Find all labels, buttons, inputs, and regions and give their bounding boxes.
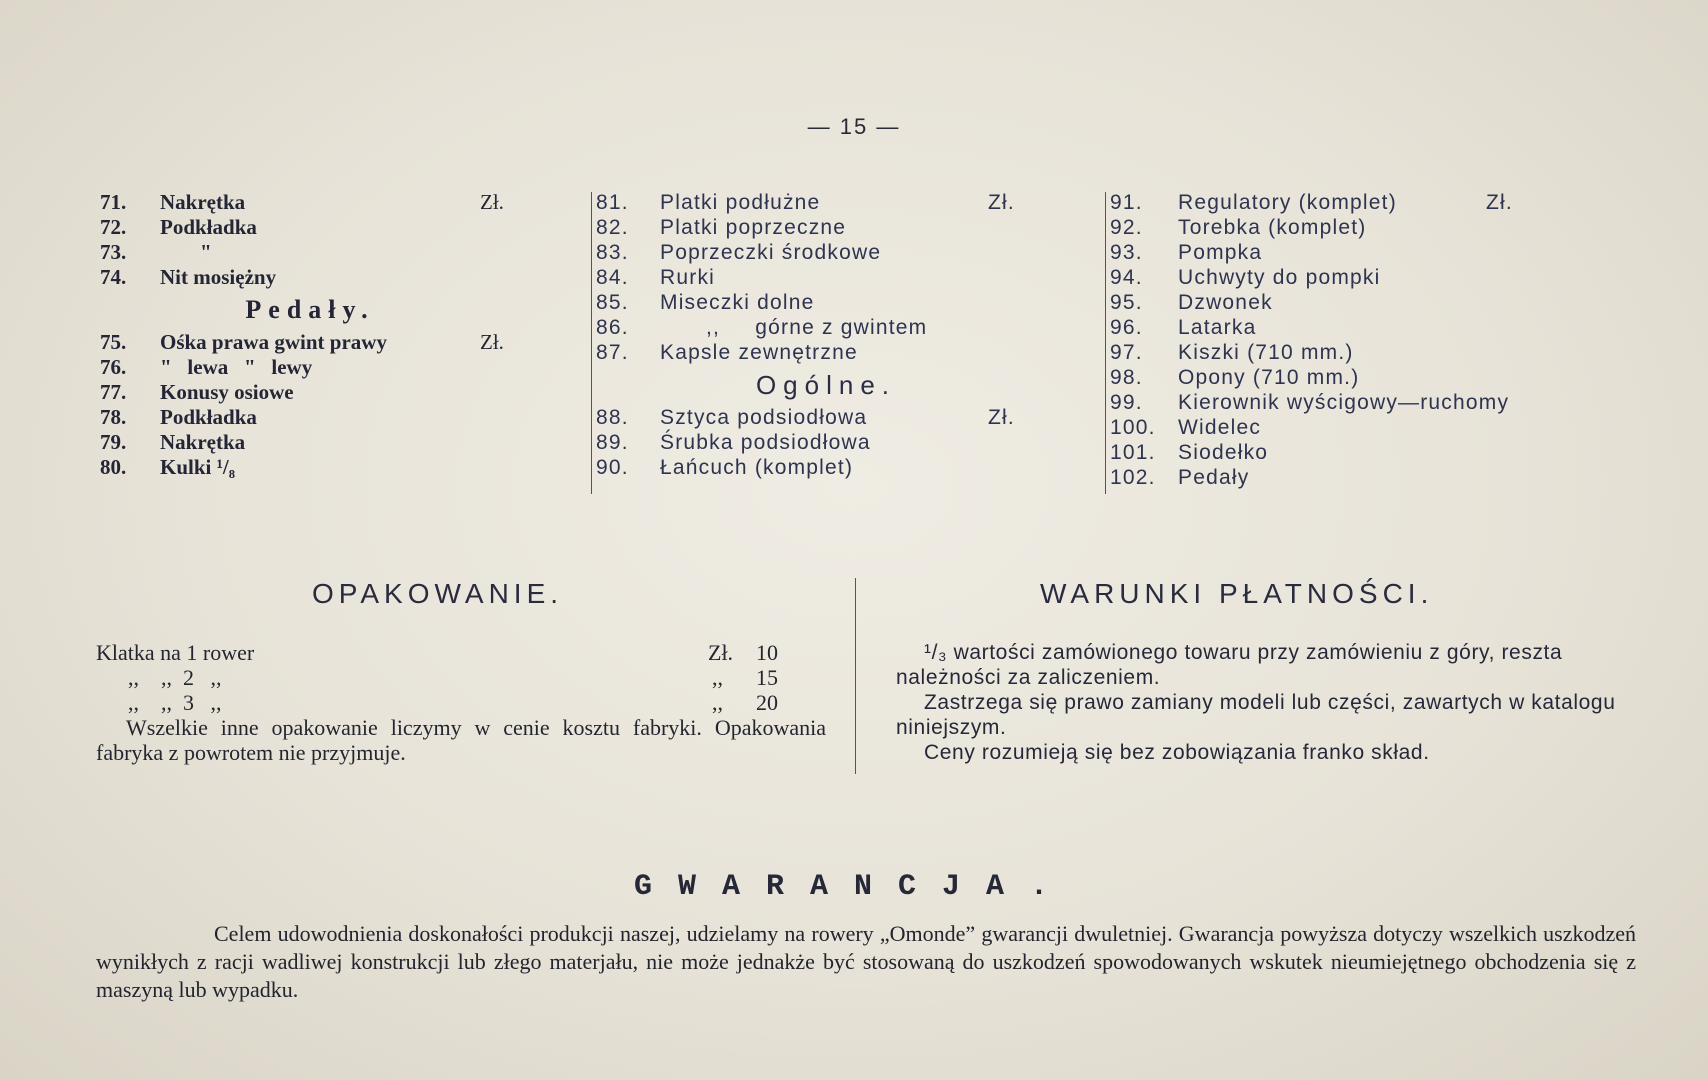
item-number: 92. xyxy=(1110,216,1143,239)
item-number: 73. xyxy=(100,240,127,264)
parts-column-1 xyxy=(100,190,520,480)
packaging-price: 10 xyxy=(756,640,778,665)
list-item xyxy=(1110,290,1670,315)
packaging-row xyxy=(96,640,826,665)
list-item xyxy=(1110,215,1670,240)
payment-paragraph: ¹/₃ wartości zamówionego towaru przy zamówieniu z góry, reszta należności za zaliczeniem. xyxy=(896,641,1563,689)
packaging-currency: ,, xyxy=(712,665,723,690)
item-currency: Zł. xyxy=(988,406,1015,429)
item-name: Nakrętka xyxy=(160,190,246,214)
list-item xyxy=(100,265,520,290)
list-item xyxy=(596,340,1046,365)
list-item xyxy=(596,215,1046,240)
item-number: 94. xyxy=(1110,266,1143,289)
item-name: Regulatory (komplet) xyxy=(1178,191,1397,214)
payment-title: WARUNKI PŁATNOŚCI. xyxy=(1040,578,1434,609)
item-name: Podkładka xyxy=(160,405,257,429)
list-item xyxy=(596,430,1046,455)
item-name: Miseczki dolne xyxy=(660,291,815,314)
item-name: Śrubka podsiodłowa xyxy=(660,431,871,454)
packaging-price: 20 xyxy=(756,690,778,715)
list-item xyxy=(596,315,1046,340)
packaging-row xyxy=(96,690,826,715)
item-name: " lewa " lewy xyxy=(160,355,313,379)
item-name: Kapsle zewnętrzne xyxy=(660,341,858,364)
item-name: Nit mosiężny xyxy=(160,265,277,289)
item-number: 102. xyxy=(1110,466,1156,489)
subheading-general: Ogólne. xyxy=(755,370,897,400)
item-name: Platki podłużne xyxy=(660,191,821,214)
item-number: 77. xyxy=(100,380,127,404)
packaging-currency: Zł. xyxy=(708,640,734,665)
list-item xyxy=(1110,265,1670,290)
item-number: 78. xyxy=(100,405,127,429)
item-name: Kierownik wyścigowy—ruchomy xyxy=(1178,391,1510,414)
warranty-title: GWARANCJA. xyxy=(633,870,1075,904)
list-item xyxy=(100,380,520,405)
list-item xyxy=(1110,415,1670,440)
item-name: Latarka xyxy=(1178,316,1257,339)
list-item xyxy=(100,355,520,380)
item-number: 101. xyxy=(1110,441,1156,464)
list-item xyxy=(100,330,520,355)
packaging-label: Klatka na 1 rower xyxy=(96,640,255,665)
item-name: Pompka xyxy=(1178,241,1263,264)
item-currency: Zł. xyxy=(988,191,1015,214)
list-item xyxy=(1110,340,1670,365)
page-number: — 15 — xyxy=(807,114,901,139)
list-item xyxy=(596,455,1046,480)
list-item xyxy=(1110,465,1670,490)
item-name: Podkładka xyxy=(160,215,257,239)
item-number: 88. xyxy=(596,406,629,429)
packaging-label: ,, ,, 2 ,, xyxy=(128,665,222,690)
item-number: 98. xyxy=(1110,366,1143,389)
list-item xyxy=(1110,390,1670,415)
item-name: Nakrętka xyxy=(160,430,246,454)
list-item xyxy=(596,190,1046,215)
list-item xyxy=(100,215,520,240)
list-item xyxy=(100,190,520,215)
item-number: 80. xyxy=(100,455,127,479)
list-item xyxy=(100,430,520,455)
item-name: Opony (710 mm.) xyxy=(1178,366,1360,389)
item-name: Uchwyty do pompki xyxy=(1178,266,1381,289)
item-name: Konusy osiowe xyxy=(160,380,294,404)
item-number: 91. xyxy=(1110,191,1143,214)
item-name: Ośka prawa gwint prawy xyxy=(160,330,387,354)
column-divider xyxy=(591,192,592,494)
list-item xyxy=(1110,440,1670,465)
item-currency: Zł. xyxy=(480,190,504,214)
item-name: " xyxy=(200,240,212,264)
list-item xyxy=(596,240,1046,265)
list-item xyxy=(1110,190,1670,215)
list-item xyxy=(100,405,520,430)
section-divider xyxy=(855,578,856,774)
item-name: Pedały xyxy=(1178,466,1250,489)
list-item xyxy=(1110,240,1670,265)
item-number: 83. xyxy=(596,241,629,264)
item-number: 75. xyxy=(100,330,127,354)
item-number: 84. xyxy=(596,266,629,289)
item-number: 95. xyxy=(1110,291,1143,314)
item-name: ,, górne z gwintem xyxy=(706,316,928,339)
payment-paragraph: Zastrzega się prawo zamiany modeli lub części, zawartych w katalogu niniejszym. xyxy=(896,691,1616,739)
item-currency: Zł. xyxy=(1486,191,1513,214)
item-name: Rurki xyxy=(660,266,716,289)
payment-paragraph: Ceny rozumieją się bez zobowiązania franko skład. xyxy=(924,741,1430,764)
item-number: 76. xyxy=(100,355,127,379)
item-number: 96. xyxy=(1110,316,1143,339)
payment-section xyxy=(896,640,1636,765)
item-number: 93. xyxy=(1110,241,1143,264)
list-item xyxy=(1110,365,1670,390)
item-name: Kiszki (710 mm.) xyxy=(1178,341,1354,364)
item-number: 71. xyxy=(100,190,127,214)
item-currency: Zł. xyxy=(480,330,504,354)
item-number: 100. xyxy=(1110,416,1156,439)
item-name: Sztyca podsiodłowa xyxy=(660,406,868,429)
item-number: 81. xyxy=(596,191,629,214)
list-item xyxy=(1110,315,1670,340)
item-number: 97. xyxy=(1110,341,1143,364)
item-number: 90. xyxy=(596,456,629,479)
item-name: Dzwonek xyxy=(1178,291,1273,314)
list-item xyxy=(596,405,1046,430)
item-name: Poprzeczki środkowe xyxy=(660,241,882,264)
item-name: Torebka (komplet) xyxy=(1178,216,1367,239)
item-number: 79. xyxy=(100,430,127,454)
item-number: 74. xyxy=(100,265,127,289)
packaging-price: 15 xyxy=(756,665,778,690)
packaging-currency: ,, xyxy=(712,690,723,715)
list-item xyxy=(596,290,1046,315)
item-name: Kulki ¹/₈ xyxy=(160,455,236,479)
item-name: Platki poprzeczne xyxy=(660,216,847,239)
item-name: Łańcuch (komplet) xyxy=(660,456,854,479)
warranty-text: Celem udowodnienia doskonałości produkcji naszej, udzielamy na rowery „Omonde” gwarancji dwuletniej. Gwarancja powyższa dotyczy wszelkich uszkodzeń wynikłych z racji wadliwej konstrukcji lub złego materjału, nie może jednakże być stosowaną do uszkodzeń spowodowanych wskutek nieumiejętnego obchodzenia się z maszyną lub wypadku. xyxy=(96,921,1636,1002)
packaging-title: OPAKOWANIE. xyxy=(312,578,564,609)
item-name: Widelec xyxy=(1178,416,1262,439)
list-item xyxy=(100,240,520,265)
packaging-label: ,, ,, 3 ,, xyxy=(128,690,222,715)
packaging-section xyxy=(96,640,826,765)
item-number: 72. xyxy=(100,215,127,239)
item-number: 85. xyxy=(596,291,629,314)
item-number: 82. xyxy=(596,216,629,239)
item-number: 99. xyxy=(1110,391,1143,414)
list-item xyxy=(596,265,1046,290)
packaging-row xyxy=(96,665,826,690)
list-item xyxy=(100,455,520,480)
subheading-pedals: Pedały. xyxy=(245,295,375,324)
item-number: 87. xyxy=(596,341,629,364)
item-number: 89. xyxy=(596,431,629,454)
item-number: 86. xyxy=(596,316,629,339)
parts-column-2 xyxy=(596,190,1046,480)
packaging-note: Wszelkie inne opakowanie liczymy w cenie kosztu fabryki. Opakowania fabryka z powrotem nie przyjmuje. xyxy=(96,715,826,765)
item-name: Siodełko xyxy=(1178,441,1269,464)
column-divider xyxy=(1105,192,1106,494)
parts-column-3 xyxy=(1110,190,1670,490)
